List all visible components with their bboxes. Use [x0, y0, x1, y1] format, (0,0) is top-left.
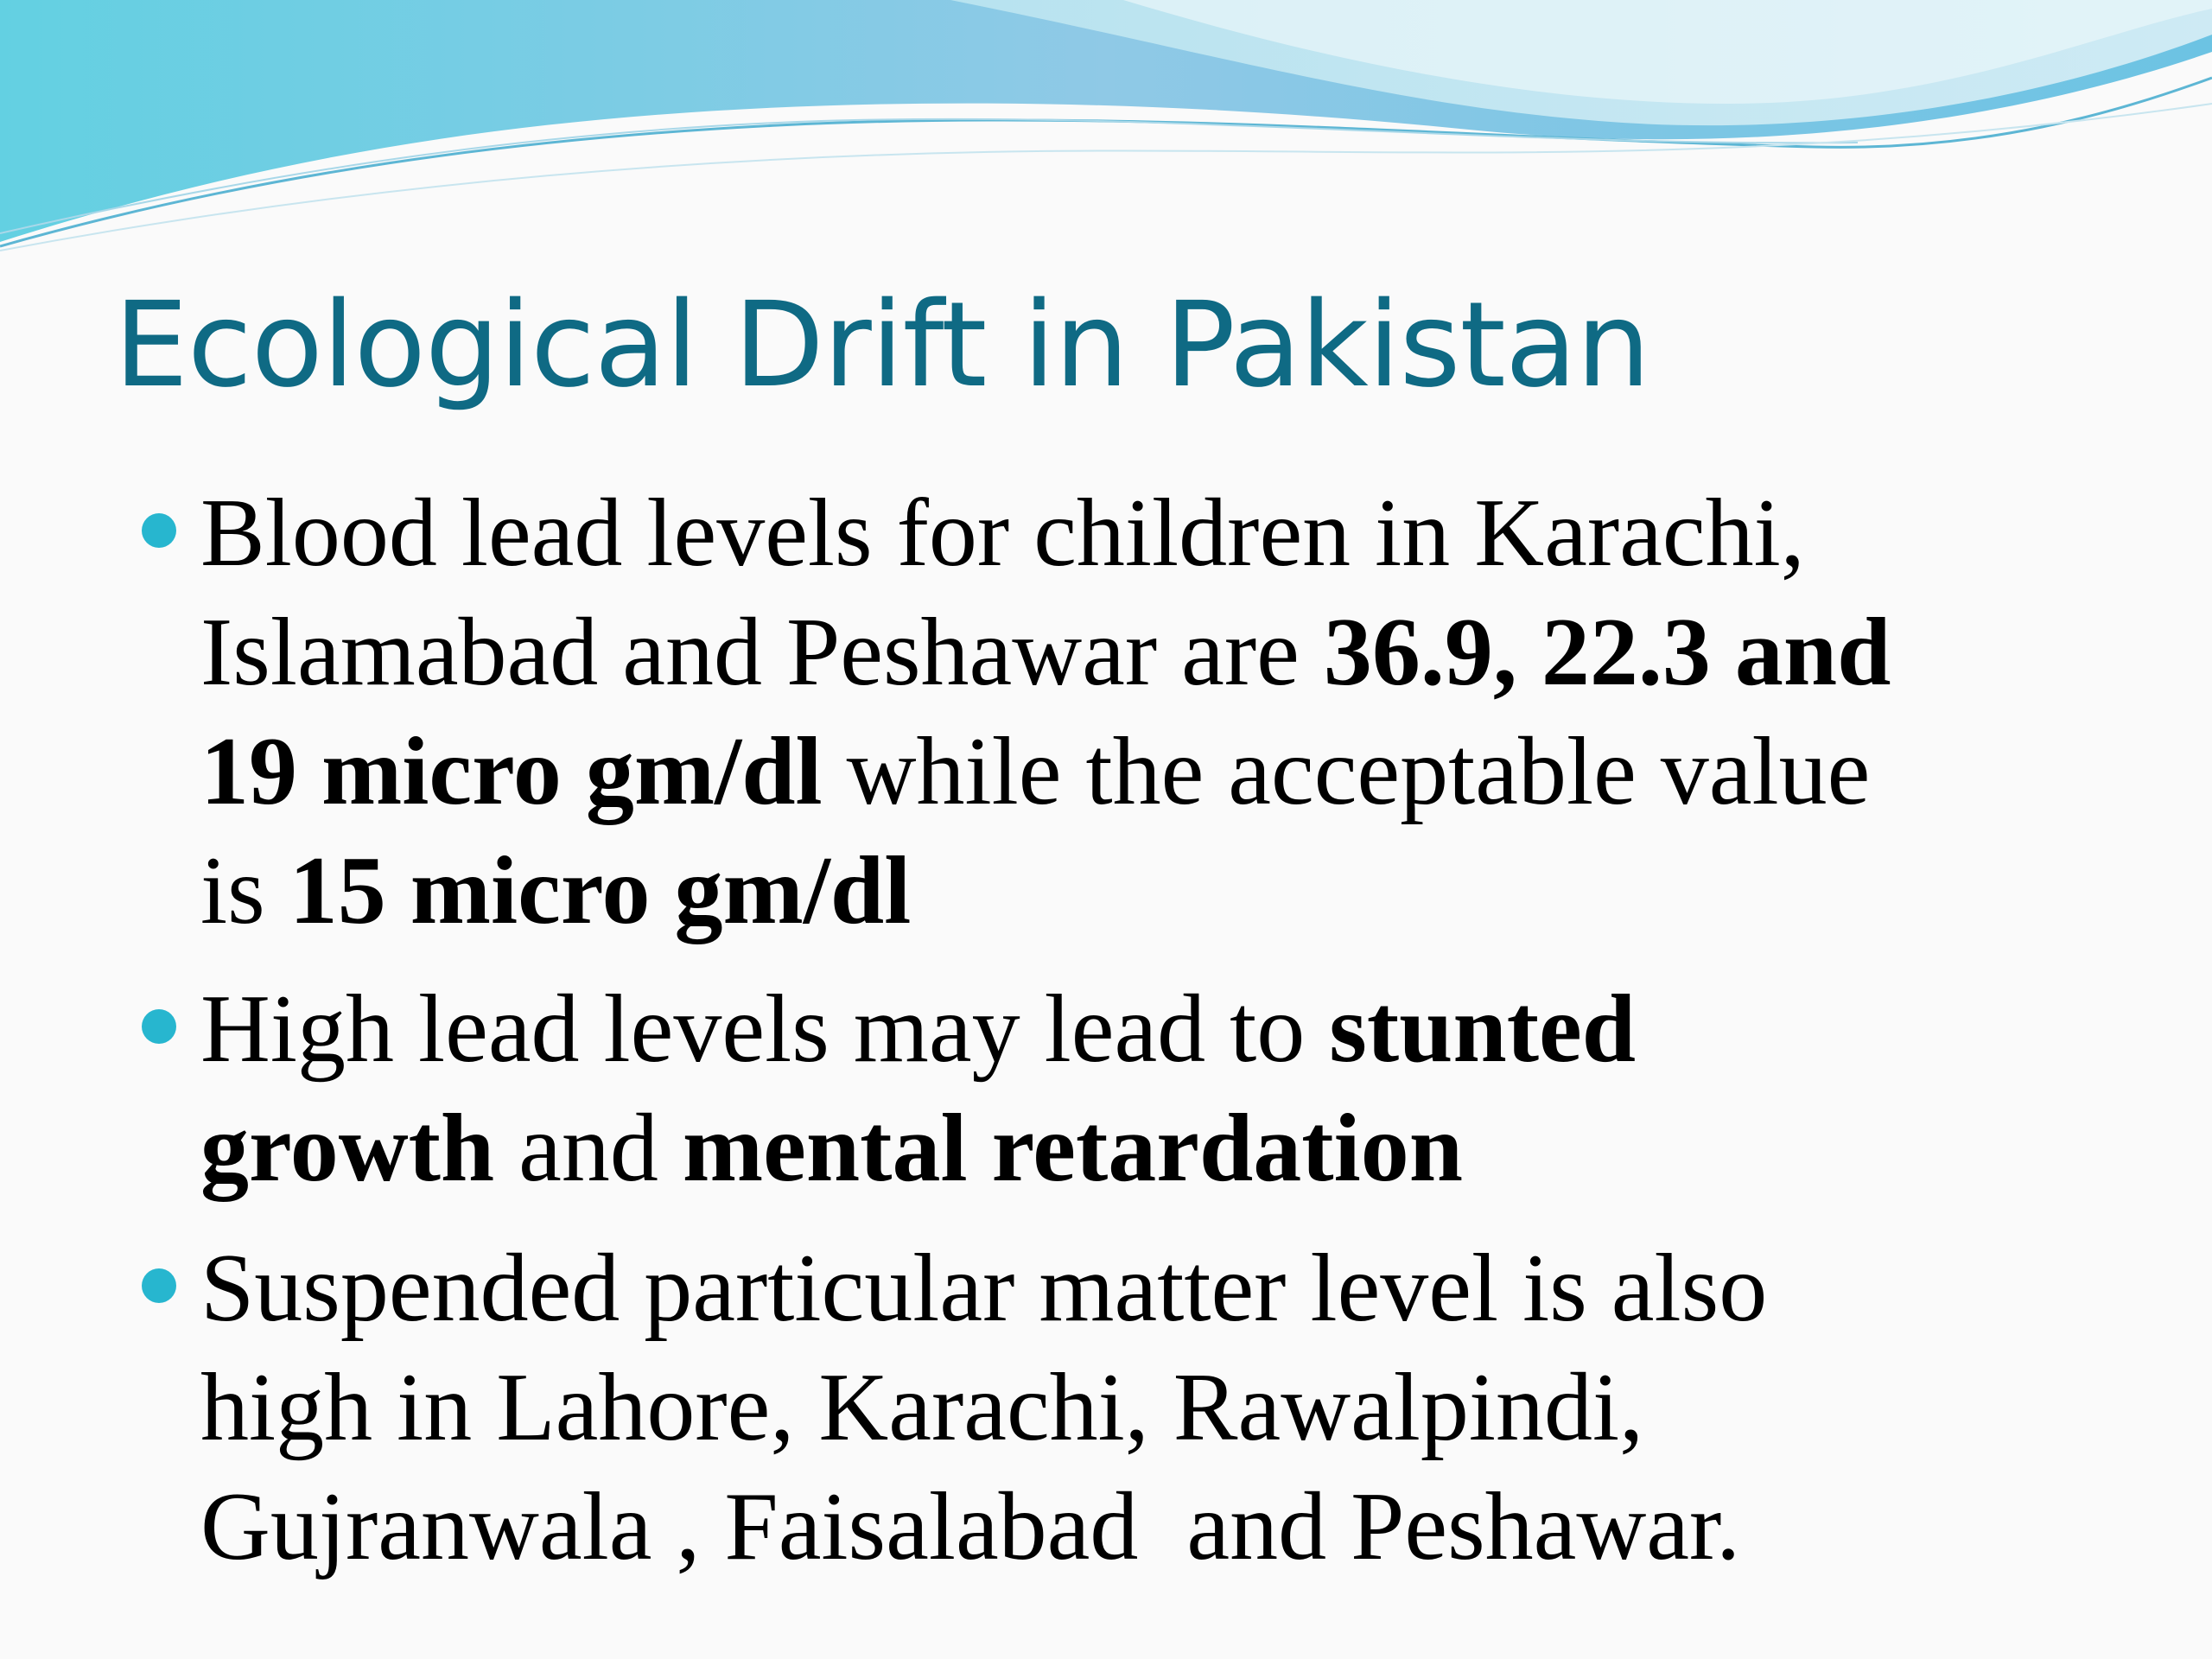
- bullet-line: [200, 712, 2127, 831]
- bold-text-run: mental retardation: [682, 1095, 1463, 1202]
- bullet-line: [200, 474, 2127, 593]
- text-run: Gujranwala , Faisalabad and Peshawar.: [200, 1473, 1741, 1580]
- text-run: and: [494, 1095, 683, 1202]
- text-run: while the acceptable value: [822, 718, 1871, 825]
- bullet-item-blood-lead: [200, 474, 2127, 950]
- text-run: is: [200, 837, 289, 944]
- bold-text-run: 19 micro gm/dl: [200, 718, 823, 825]
- text-run: Blood lead levels for children in Karachi,: [200, 480, 1805, 587]
- slide-title: Ecological Drift in Pakistan: [114, 277, 1650, 414]
- bullet-dot-icon: [142, 1009, 176, 1044]
- bullet-line: [200, 831, 2127, 950]
- bullet-line: [200, 1467, 2127, 1586]
- text-run: High lead levels may lead to: [200, 976, 1330, 1083]
- bullet-item-high-lead: [200, 969, 2127, 1208]
- text-run: Islamabad and Peshawar are: [200, 599, 1324, 706]
- bullet-dot-icon: [142, 1268, 176, 1303]
- bullet-item-suspended-matter: [200, 1229, 2127, 1586]
- bullet-dot-icon: [142, 513, 176, 548]
- text-run: Suspended particular matter level is also: [200, 1235, 1768, 1342]
- bullet-line: [200, 593, 2127, 712]
- bullet-line: [200, 969, 2127, 1089]
- bullet-line: [200, 1348, 2127, 1467]
- bold-text-run: 15 micro gm/dl: [289, 837, 912, 944]
- text-run: high in Lahore, Karachi, Rawalpindi,: [200, 1354, 1644, 1461]
- bullet-line: [200, 1229, 2127, 1348]
- bold-text-run: growth: [200, 1095, 495, 1202]
- bullet-line: [200, 1089, 2127, 1208]
- bold-text-run: 36.9, 22.3 and: [1323, 599, 1891, 706]
- bold-text-run: stunted: [1329, 976, 1637, 1083]
